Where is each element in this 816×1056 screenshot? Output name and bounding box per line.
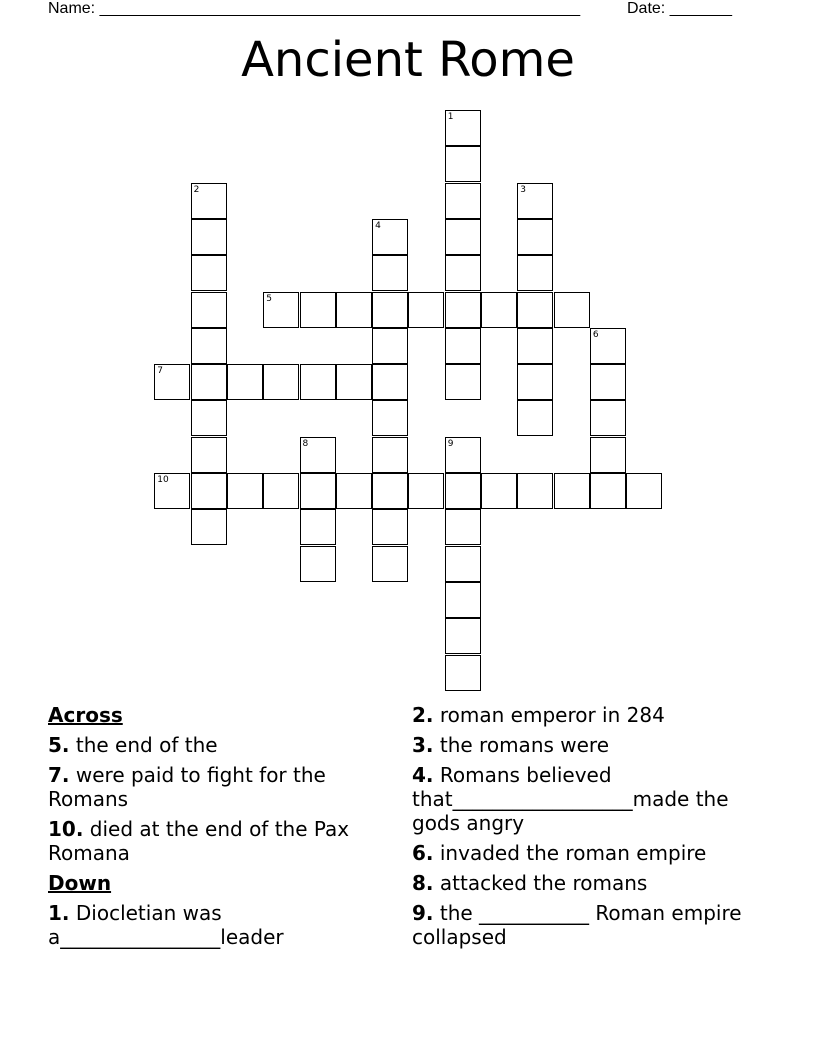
grid-cell[interactable] [408,292,444,328]
across-heading: Across [48,703,123,727]
cell-number: 2 [193,184,200,195]
grid-cell[interactable] [372,400,408,436]
grid-cell[interactable] [263,292,299,328]
grid-cell[interactable] [372,546,408,582]
cell-number: 5 [266,293,272,304]
grid-cell[interactable] [554,292,590,328]
grid-cell[interactable] [372,328,408,364]
grid-cell[interactable] [445,473,481,509]
clue-down-8 [412,871,772,895]
grid-cell[interactable] [517,183,553,219]
grid-cell[interactable] [191,400,227,436]
grid-cell[interactable] [300,364,336,400]
grid-cell[interactable] [517,255,553,291]
grid-cell[interactable] [445,509,481,545]
grid-cell[interactable] [445,655,481,691]
grid-cell[interactable] [191,437,227,473]
grid-cell[interactable] [554,473,590,509]
grid-cell[interactable] [517,473,553,509]
grid-cell[interactable] [590,328,626,364]
cell-number: 1 [447,112,454,122]
grid-cell[interactable] [445,292,481,328]
grid-cell[interactable] [517,328,553,364]
grid-cell[interactable] [372,219,408,255]
page-title: Ancient Rome [241,32,575,88]
clue-text: the ___________ Roman empire collapsed [412,901,742,949]
clue-across-7 [48,763,398,811]
grid-cell[interactable] [263,364,299,400]
cell-number: 6 [592,329,599,340]
clue-across-5 [48,733,398,757]
grid-cell[interactable] [154,473,190,509]
clue-across-10 [48,817,398,865]
grid-cell[interactable] [445,146,481,182]
grid-cell[interactable] [481,292,517,328]
cell-number: 10 [157,475,169,485]
grid-cell[interactable] [191,219,227,255]
grid-cell[interactable] [372,437,408,473]
clue-text: roman emperor in 284 [439,703,665,727]
clue-number: 4. [412,763,434,787]
grid-cell[interactable] [445,618,481,654]
clue-text: Diocletian was a________________leader [48,901,284,949]
grid-cell[interactable] [445,582,481,618]
grid-cell[interactable] [626,473,662,509]
grid-cell[interactable] [227,364,263,400]
grid-cell[interactable] [336,292,372,328]
grid-cell[interactable] [191,364,227,400]
clue-text: invaded the roman empire [439,841,707,865]
clue-text: Romans believed that__________________made the gods angry [412,763,729,835]
grid-cell[interactable] [445,364,481,400]
grid-cell[interactable] [263,473,299,509]
clue-down-9 [412,901,772,949]
grid-cell[interactable] [445,219,481,255]
grid-cell[interactable] [445,328,481,364]
clue-number: 10. [48,817,84,841]
clue-text: attacked the romans [439,871,648,895]
clue-text: the end of the [75,733,218,757]
clue-text: were paid to fight for the Romans [48,763,326,811]
cell-number: 7 [157,366,164,377]
clue-number: 3. [412,733,434,757]
clue-number: 8. [412,871,434,895]
clue-number: 2. [412,703,434,727]
clue-text: died at the end of the Pax Romana [48,817,350,865]
grid-cell[interactable] [300,546,336,582]
grid-cell[interactable] [517,364,553,400]
clue-text: the romans were [439,733,610,757]
name-field-label: Name: ______________________________________________________ [48,0,581,17]
clue-number: 6. [412,841,434,865]
grid-cell[interactable] [408,473,444,509]
grid-cell[interactable] [372,509,408,545]
grid-cell[interactable] [590,400,626,436]
grid-cell[interactable] [445,546,481,582]
clue-down-6 [412,841,772,865]
grid-cell[interactable] [191,509,227,545]
grid-cell[interactable] [300,292,336,328]
grid-cell[interactable] [300,437,336,473]
clue-number: 9. [412,901,434,925]
grid-cell[interactable] [372,473,408,509]
clues-left-column [48,703,398,955]
grid-cell[interactable] [517,219,553,255]
grid-cell[interactable] [336,364,372,400]
clue-number: 5. [48,733,70,757]
grid-cell[interactable] [445,255,481,291]
cell-number: 3 [520,184,527,195]
clue-number: 7. [48,763,70,787]
grid-cell[interactable] [481,473,517,509]
grid-cell[interactable] [300,473,336,509]
grid-cell[interactable] [191,328,227,364]
grid-cell[interactable] [227,473,263,509]
grid-cell[interactable] [372,364,408,400]
grid-cell[interactable] [154,364,190,400]
grid-cell[interactable] [517,400,553,436]
clue-down-1 [48,901,398,949]
clues-right-column [412,703,772,955]
grid-cell[interactable] [191,473,227,509]
grid-cell[interactable] [590,473,626,509]
grid-cell[interactable] [300,509,336,545]
grid-cell[interactable] [372,255,408,291]
grid-cell[interactable] [336,473,372,509]
grid-cell[interactable] [191,255,227,291]
grid-cell[interactable] [445,110,481,146]
cell-number: 4 [375,220,381,231]
down-heading: Down [48,871,112,895]
grid-cell[interactable] [590,437,626,473]
cell-number: 8 [302,438,309,449]
clue-down-3 [412,733,772,757]
clue-number: 1. [48,901,70,925]
grid-cell[interactable] [191,292,227,328]
grid-cell[interactable] [590,364,626,400]
grid-cell[interactable] [517,292,553,328]
clue-down-4 [412,763,772,835]
grid-cell[interactable] [372,292,408,328]
date-field-label: Date: _______ [627,0,732,17]
clue-down-2 [412,703,772,727]
grid-cell[interactable] [445,183,481,219]
grid-cell[interactable] [445,437,481,473]
cell-number: 9 [447,438,454,449]
grid-cell[interactable] [191,183,227,219]
